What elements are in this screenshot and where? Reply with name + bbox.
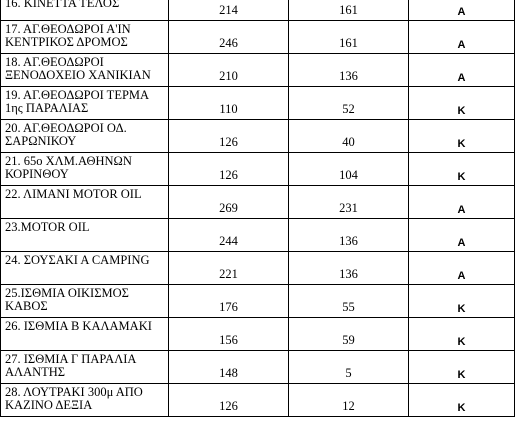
class-cell: Α bbox=[409, 186, 515, 219]
location-cell bbox=[1, 21, 169, 54]
location-cell bbox=[1, 87, 169, 120]
value-a-cell: 126 bbox=[169, 120, 289, 153]
value-a-cell: 269 bbox=[169, 186, 289, 219]
value-b-cell: 136 bbox=[289, 219, 409, 252]
table-row bbox=[1, 21, 515, 54]
value-a-cell: 176 bbox=[169, 285, 289, 318]
location-line-1: 28. ΛΟΥΤΡΑΚΙ 300μ ΑΠΟ bbox=[5, 385, 143, 399]
location-line-1: 16. ΚΙΝΕΤΤΑ ΤΕΛΟΣ bbox=[5, 0, 120, 10]
table-row bbox=[1, 351, 515, 384]
class-cell: Κ bbox=[409, 120, 515, 153]
value-b-cell: 161 bbox=[289, 21, 409, 54]
value-a-cell: 110 bbox=[169, 87, 289, 120]
location-line-1: 19. ΑΓ.ΘΕΟΔΩΡΟΙ ΤΕΡΜΑ bbox=[5, 88, 150, 102]
location-line-2: ΣΑΡΩΝΙΚΟΥ bbox=[5, 134, 77, 148]
location-line-1: 20. ΑΓ.ΘΕΟΔΩΡΟΙ ΟΔ. bbox=[5, 121, 127, 135]
location-cell bbox=[1, 219, 169, 252]
location-line-2: ΞΕΝΟΔΟΧΕΙΟ ΧΑΝΙΚΙΑΝ bbox=[5, 68, 151, 82]
value-b-cell: 40 bbox=[289, 120, 409, 153]
value-a-cell: 156 bbox=[169, 318, 289, 351]
value-a-cell: 210 bbox=[169, 54, 289, 87]
class-cell: Κ bbox=[409, 153, 515, 186]
location-cell bbox=[1, 186, 169, 219]
value-a-cell: 214 bbox=[169, 0, 289, 21]
class-cell: Α bbox=[409, 252, 515, 285]
value-a-cell: 126 bbox=[169, 153, 289, 186]
location-line-2: 1ης ΠΑΡΑΛΙΑΣ bbox=[5, 101, 89, 115]
table-row bbox=[1, 219, 515, 252]
class-cell: Α bbox=[409, 21, 515, 54]
value-b-cell: 5 bbox=[289, 351, 409, 384]
class-cell: Α bbox=[409, 219, 515, 252]
location-line-1: 24. ΣΟΥΣΑΚΙ Α CAMPING bbox=[5, 253, 150, 267]
table-row bbox=[1, 120, 515, 153]
class-cell: Κ bbox=[409, 285, 515, 318]
location-cell bbox=[1, 384, 169, 417]
location-line-2: ΑΛΑΝΤΗΣ bbox=[5, 365, 66, 379]
value-a-cell: 148 bbox=[169, 351, 289, 384]
value-a-cell: 221 bbox=[169, 252, 289, 285]
location-line-1: 25.ΙΣΘΜΙΑ ΟΙΚΙΣΜΟΣ bbox=[5, 286, 129, 300]
class-cell: Κ bbox=[409, 87, 515, 120]
location-cell bbox=[1, 153, 169, 186]
location-line-2: ΚΑΖΙΝΟ ΔΕΞΙΑ bbox=[5, 398, 93, 412]
location-line-2: ΚΑΒΟΣ bbox=[5, 299, 48, 313]
value-b-cell: 12 bbox=[289, 384, 409, 417]
table-row bbox=[1, 0, 515, 21]
class-cell: Κ bbox=[409, 351, 515, 384]
location-line-1: 21. 65ο ΧΛΜ.ΑΘΗΝΩΝ bbox=[5, 154, 132, 168]
location-cell bbox=[1, 285, 169, 318]
class-cell: Κ bbox=[409, 318, 515, 351]
value-b-cell: 104 bbox=[289, 153, 409, 186]
value-b-cell: 59 bbox=[289, 318, 409, 351]
table-row bbox=[1, 318, 515, 351]
location-line-1: 27. ΙΣΘΜΙΑ Γ ΠΑΡΑΛΙΑ bbox=[5, 352, 137, 366]
location-cell bbox=[1, 351, 169, 384]
location-line-1: 23.MOTOR OIL bbox=[5, 220, 90, 234]
location-cell bbox=[1, 54, 169, 87]
value-b-cell: 231 bbox=[289, 186, 409, 219]
location-line-1: 18. ΑΓ.ΘΕΟΔΩΡΟΙ bbox=[5, 55, 104, 69]
value-b-cell: 136 bbox=[289, 54, 409, 87]
value-b-cell: 55 bbox=[289, 285, 409, 318]
class-cell: Κ bbox=[409, 384, 515, 417]
value-a-cell: 246 bbox=[169, 21, 289, 54]
table-row bbox=[1, 252, 515, 285]
location-cell bbox=[1, 252, 169, 285]
value-b-cell: 161 bbox=[289, 0, 409, 21]
table-row bbox=[1, 285, 515, 318]
value-b-cell: 52 bbox=[289, 87, 409, 120]
value-a-cell: 126 bbox=[169, 384, 289, 417]
table-row bbox=[1, 54, 515, 87]
location-line-1: 26. ΙΣΘΜΙΑ Β ΚΑΛΑΜΑΚΙ bbox=[5, 319, 152, 333]
location-line-2: ΚΕΝΤΡΙΚΟΣ ΔΡΟΜΟΣ bbox=[5, 35, 128, 49]
location-cell bbox=[1, 120, 169, 153]
location-cell bbox=[1, 318, 169, 351]
table-row bbox=[1, 186, 515, 219]
location-line-1: 17. ΑΓ.ΘΕΟΔΩΡΟΙ Α'ΙΝ bbox=[5, 22, 131, 36]
class-cell: Α bbox=[409, 0, 515, 21]
table-row bbox=[1, 384, 515, 417]
table-row bbox=[1, 153, 515, 186]
location-cell bbox=[1, 0, 169, 21]
location-line-1: 22. ΛΙΜΑΝΙ MOTOR OIL bbox=[5, 187, 142, 201]
value-b-cell: 136 bbox=[289, 252, 409, 285]
class-cell: Α bbox=[409, 54, 515, 87]
table-row bbox=[1, 87, 515, 120]
value-a-cell: 244 bbox=[169, 219, 289, 252]
location-line-2: ΚΟΡΙΝΘΟΥ bbox=[5, 167, 69, 181]
